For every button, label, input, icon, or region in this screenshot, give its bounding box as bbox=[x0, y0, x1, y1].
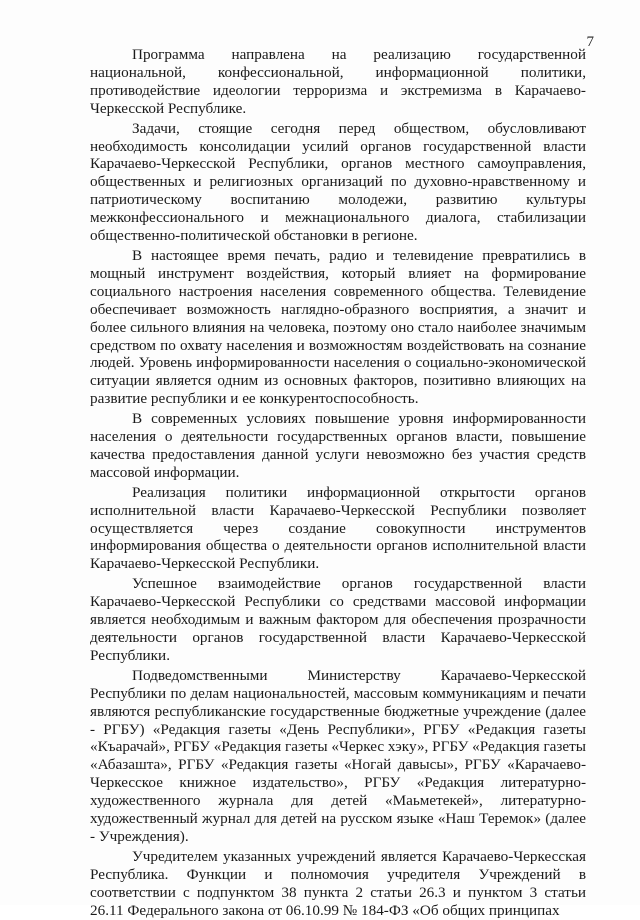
paragraph-program-goal: Программа направлена на реализацию государственной национальной, конфессиональной, информационной политики, противодействие идеологии терроризма и экстремизма в Карачаево-Черкесской Республике. bbox=[90, 46, 586, 117]
paragraph-modern-conditions: В современных условиях повышение уровня информированности населения о деятельности государственных органов власти, повышение качества предоставления данной услуги невозможно без участия средств массовой информации. bbox=[90, 410, 586, 481]
paragraph-tasks: Задачи, стоящие сегодня перед обществом, обусловливают необходимость консолидации усилий органов государственной власти Карачаево-Черкесской Республики, органов местного самоуправления, общественных и религиозных организаций по духовно-нравственному и патриотическому воспитанию молодежи, развитию культуры межконфессионального и межнационального диалога, стабилизации общественно-политической обстановки в регионе. bbox=[90, 119, 586, 245]
paragraph-founder: Учредителем указанных учреждений является Карачаево-Черкесская Республика. Функции и полномочия учредителя Учреждений в соответствии с подпунктом 38 пункта 2 статьи 26.3 и пунктом 3 статьи 26.11 Федерального закона от 06.10.99 № 184-ФЗ «Об общих принципах bbox=[90, 847, 586, 919]
paragraph-openness-policy: Реализация политики информационной открытости органов исполнительной власти Карачаево-Черкесской Республики позволяет осуществляется через создание совокупности инструментов информирования общества о деятельности органов исполнительной власти Карачаево-Черкесской Республики. bbox=[90, 483, 586, 573]
paragraph-media-influence: В настоящее время печать, радио и телевидение превратились в мощный инструмент воздействия, который влияет на формирование социального настроения населения современного общества. Телевидение обеспечивает возможность наглядно-образного восприятия, а значит и более сильного влияния на человека, поэтому оно стало наиболее значимым средством по охвату населения и возможностям воздействовать на сознание людей. Уровень информированности населения о социально-экономической ситуации является одним из основных факторов, позитивно влияющих на развитие республики и ее конкурентоспособность. bbox=[90, 246, 586, 408]
paragraph-subordinate-institutions: Подведомственными Министерству Карачаево-Черкесской Республики по делам национальностей, массовым коммуникациям и печати являются республиканские государственные бюджетные учреждение (далее - РГБУ) «Редакция газеты «День Республики», РГБУ «Редакция газеты «Къарачай», РГБУ «Редакция газеты «Черкес хэку», РГБУ «Редакция газеты «Абазашта», РГБУ «Редакция газеты «Ногай давысы», РГБУ «Карачаево-Черкесское книжное издательство», РГБУ «Редакция литературно-художественного журнала для детей «Маьметекей», литературно-художественный журнал для детей на русском языке «Наш Теремок» (далее - Учреждения). bbox=[90, 666, 586, 845]
page-number: 7 bbox=[586, 34, 594, 50]
paragraph-interaction: Успешное взаимодействие органов государственной власти Карачаево-Черкесской Республики со средствами массовой информации является необходимым и важным фактором для обеспечения прозрачности деятельности органов государственной власти Карачаево-Черкесской Республики. bbox=[90, 575, 586, 664]
document-body bbox=[90, 46, 586, 920]
